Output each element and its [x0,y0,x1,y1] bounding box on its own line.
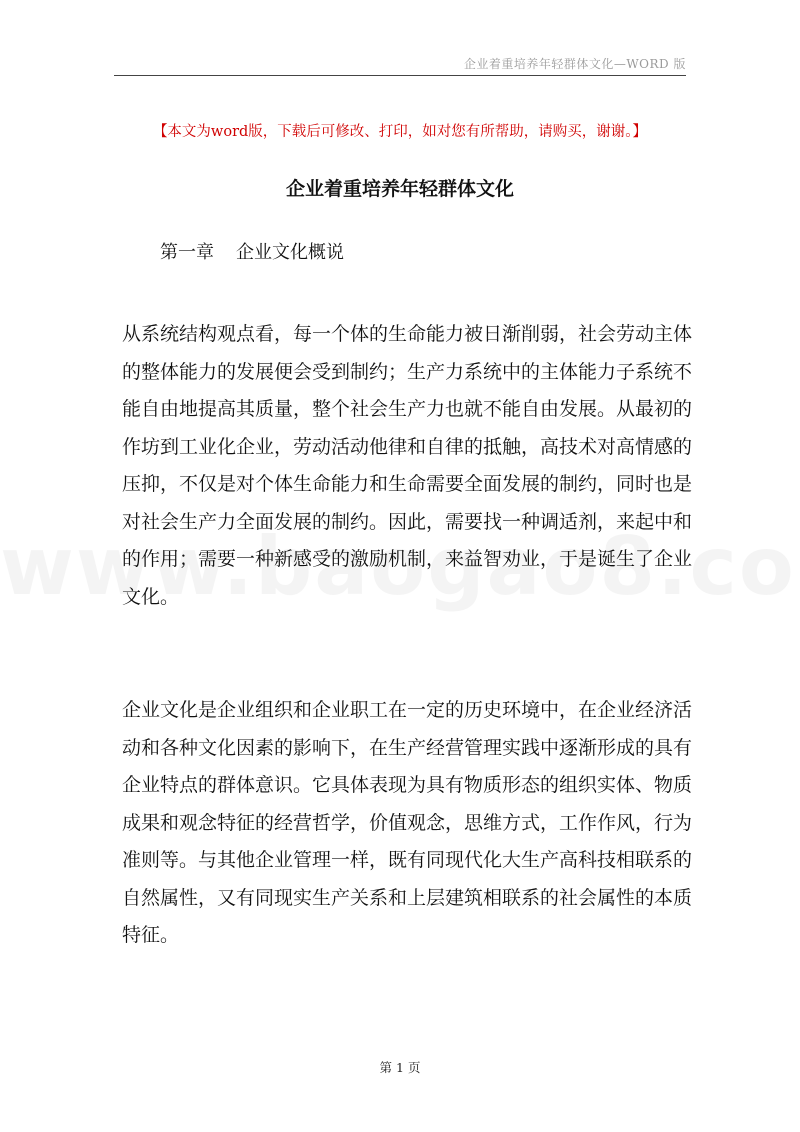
paragraph-line: 压抑，不仅是对个体生命能力和生命需要全面发展的制约，同时也是 [122,473,693,495]
paragraph-line: 准则等。与其他企业管理一样，既有同现代化大生产高科技相联系的 [122,849,693,871]
header-divider [114,75,686,76]
paragraph-line: 动和各种文化因素的影响下，在生产经营管理实践中逐渐形成的具有 [122,736,693,759]
paragraph [122,692,693,955]
paragraph-line: 对社会生产力全面发展的制约。因此，需要找一种调适剂，来起中和 [122,510,693,533]
chapter-number: 第一章 [160,242,214,263]
running-header: 企业着重培养年轻群体文化—WORD 版 [463,57,686,71]
paragraph-line: 成果和观念特征的经营哲学，价值观念，思维方式，工作作风，行为 [122,811,693,834]
page-number-suffix: 页 [407,1060,421,1075]
paragraph-line: 能自由地提高其质量，整个社会生产力也就不能自由发展。从最初的 [122,398,693,420]
paragraph-line: 特征。 [122,924,180,946]
paragraph-line: 自然属性，又有同现实生产关系和上层建筑相联系的社会属性的本质 [122,886,693,909]
download-notice: 【本文为word版，下载后可修改、打印，如对您有所帮助，请购买，谢谢。】 [152,124,648,140]
paragraph-line: 的作用；需要一种新感受的激励机制，来益智劝业，于是诞生了企业 [122,548,693,570]
page-number-value: 1 [396,1060,404,1075]
paragraph-line: 作坊到工业化企业，劳动活动他律和自律的抵触，高技术对高情感的 [122,435,693,458]
chapter-name: 企业文化概说 [236,242,344,263]
paragraph-line: 从系统结构观点看，每一个体的生命能力被日渐削弱，社会劳动主体 [122,323,693,345]
chapter-heading [160,238,344,264]
paragraph-line: 企业文化是企业组织和企业职工在一定的历史环境中，在企业经济活 [122,699,693,721]
paragraph-line: 文化。 [122,585,180,608]
paragraph-line: 企业特点的群体意识。它具体表现为具有物质形态的组织实体、物质 [122,774,693,796]
document-title: 企业着重培养年轻群体文化 [285,178,514,200]
paragraph-line: 的整体能力的发展便会受到制约；生产力系统中的主体能力子系统不 [122,360,693,383]
page-number-prefix: 第 [379,1060,393,1075]
page-number [0,1058,800,1076]
paragraph [122,316,693,616]
